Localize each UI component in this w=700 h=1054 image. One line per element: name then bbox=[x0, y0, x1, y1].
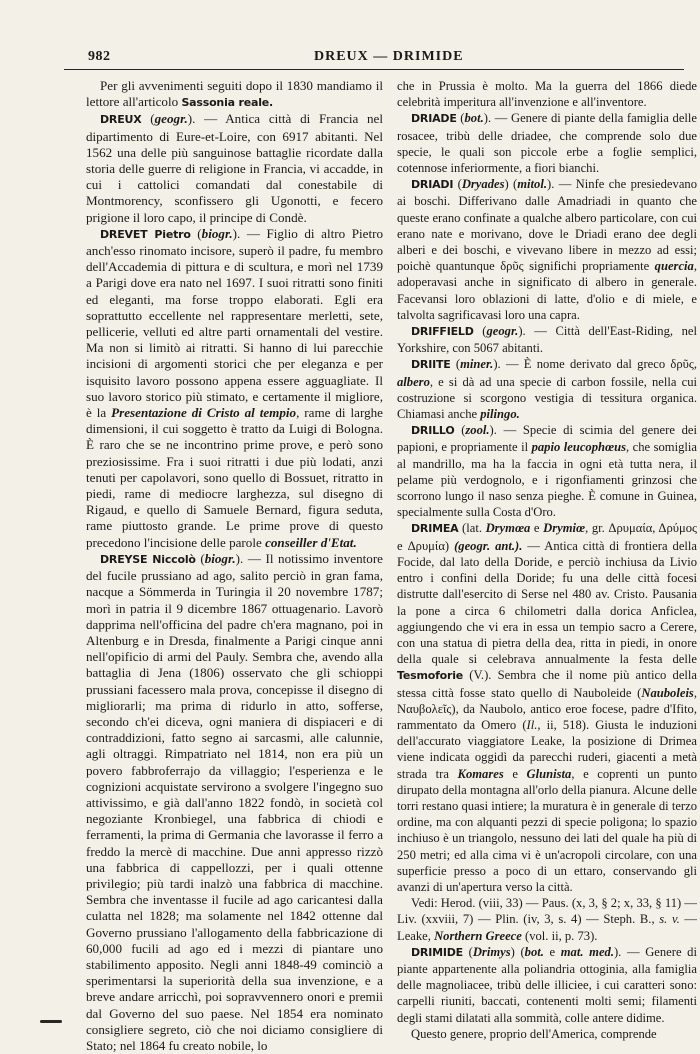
entry-continuation: Per gli avvenimenti seguiti dopo il 1830 mandiamo il lettore all'articolo Sassonia reale. bbox=[86, 78, 383, 110]
entry-drimea: DRIMEA (lat. Drymœa e Drymiœ, gr. Δρυμαία, Δρύμος e Δρυμία) (geogr. ant.). — Antica città di frontiera della Focide, dal lato della Doride, e perciò inchiusa da Livio entro i confini della Doride; fu una delle città focesi distrutte dall'esercito di Serse nel 480 av. Cristo. Pausania la pone a circa 6 chilometri dalla dorica Anficlea, aggiungendo che vi era in essa un tempio sacro a Cerere, con una statua di pietra della dea, ritta in piedi, in onore della quale si celebrava annualmente la festa delle Tesmoforie (V.). Sembra che il nome più antico della stessa città fosse stato quello di Nauboleide (Nauboleis, Ναυβολεῖς), da Naubolo, antico eroe focese, padre d'Ifito, rammentato da Omero (Il., ii, 518). Giusta le induzioni dell'accurato viaggiatore Leake, la posizione di Drimea viene indicata oggidì da parecchi ruderi, giacenti a metà strada tra Komares e Glunista, e coprenti un punto dirupato della montagna all'orlo della pianura. Alcune delle torri restano quasi intiere; la muratura è in generale di terzo ordine, ma con alquanti pezzi di specie poligona; lo spazio inchiuso è un triangolo, nessuno dei lati del quale ha più di 250 metri; ed alla cima vi è un'acropoli circolare, con una superficie presso a poco di un ettaro, conservando gli avanzi di un'apertura verso la città. bbox=[397, 521, 697, 894]
running-title: DREUX — DRIMIDE bbox=[314, 49, 464, 64]
headword: DREUX bbox=[100, 113, 142, 127]
entry-continuation: che in Prussia è molto. Ma la guerra del 1866 diede celebrità imperitura all'invenzione e all'inventore. bbox=[397, 79, 697, 110]
entry-drillo: DRILLO (zool.). — Specie di scimia del genere dei papioni, e propriamente il papio leucophœus, che somiglia al mandrillo, ma ha la faccia in ogni età tutta nera, il pelame più verdognolo, e i rigonfiamenti grinzosi che scorrono lungo il naso senza pieghe. È comune in Guinea, specialmente sulla Costa d'Oro. bbox=[397, 423, 698, 520]
headword: DRIFFIELD bbox=[411, 325, 474, 339]
entry-continuation-next: Questo genere, proprio dell'America, comprende bbox=[411, 1026, 657, 1041]
cross-reference: Sassonia reale. bbox=[181, 96, 274, 110]
headword: DREYSE Niccolò bbox=[100, 552, 196, 566]
headword: DRIMIDE bbox=[411, 945, 463, 959]
entry-drevet: DREVET Pietro (biogr.). — Figlio di altro Pietro anch'esso rinomato incisore, superò il padre, fu membro dell'Accademia di pittura e di scultura, e morì nel 1739 a Parigi dove era nato nel 1697. I suoi ritratti sono finiti ed eleganti, ma forse troppo elaborati. Egli era soprattutto eccellente nel rappresentare merletti, sete, pellicerie, velluti ed altre parti ornamentali del vestire. Ma non si limitò ai ritratti. Si hanno di lui parecchie incisioni di argomenti storici che per eleganza e per isquisito lavoro possono appena essere agguagliate. Il suo lavoro storico più stimato, e certamente il migliore, è la Presentazione di Cristo al tempio, rame di larghe dimensioni, il cui soggetto è tratto da Luigi di Bologna. È raro che se ne incontrino prime prove, e però sono preziosissime. Fra i suoi ritratti i due più lodati, anzi tenuti per capolavori, sono quello di Bossuet, ritratto in piedi, rame di mediocre larghezza, sul disegno di Rigaud, e quello di Samuele Bernard, figura seduta, rame piuttosto grande. Le prime prove di questo precedono l'incisione delle parole conseiller d'Etat. bbox=[86, 225, 383, 550]
left-column bbox=[86, 78, 383, 1054]
entry-driite: DRIITE (miner.). — È nome derivato dal greco δρῦς, albero, e si dà ad una specie di carbon fossile, nella cui costruzione si scorgono vestigia di tessitura organica. Chiamasi anche pilingo. bbox=[397, 357, 698, 422]
page-header bbox=[64, 47, 684, 70]
entry-dreyse: DREYSE Niccolò (biogr.). — Il notissimo inventore del fucile prussiano ad ago, salito perciò in gran fama, nacque a Sömmerda in Turingia il 20 novembre 1787; morì in patria il 9 dicembre 1867 ottuagenario. Lavorò dapprima nell'officina del padre ch'era magnano, poi in Altenburg e in Dresda, finalmente a Parigi cinque anni nell'opificio di armi del Pauly. Sembra che, avendo alla battaglia di Jena (1806) osservato che gli schioppi prussiani facessero mala prova, concepisse il disegno di migliorarli; ma prima di ridurlo in atto, sofferse, secondo ch'ei diceva, ogni maniera di dispiaceri e di contraddizioni, fatto segno ai sarcasmi, alle calunnie, agli oltraggi. Rimpatriato nel 1814, non era più un povero fabbroferrajo da villaggio; l'esperienza e le cognizioni acquistate servirono a svolgere l'ingegno suo attivissimo, e già dall'anno 1822 fondò, in società col negoziante Kronbiegel, una fabbrica di chiodi e ferramenti, la prima di Germania che lavorasse il ferro a freddo la mercè di macchine. Due anni appresso rizzò una fabbrica di cappellozzi, per i quali ottenne privilegio; più tardi inalzò una fabbrica di macchine. Sembra che inventasse il fucile ad ago caricantesi dalla culatta nel 1828; ma solamente nel 1842 ottenne dal Governo prussiano l'allogamento della fabbricazione di 60,000 fucili ad ago ed i mezzi di piantare uno stabilimento apposito. Negli anni 1848-49 cominciò a sperimentarsi la superiorità della sua invenzione, e a breve andare arricchì, poi sopravvennero onori e premii dal Governo del suo paese. Nel 1854 era nominato consigliere segreto, ciò che noi diciamo consigliere di Stato; nel 1864 fu creato nobile, lo bbox=[86, 550, 383, 1053]
headword: DRIITE bbox=[411, 358, 451, 372]
page-edge-mark bbox=[40, 1020, 62, 1023]
entry-driade: DRIADE (bot.). — Genere di piante della famiglia delle rosacee, tribù delle driadee, che comprende solo due specie, le quali son piccole erbe a foglie semplici, cotennose inferiormente, a fiori bianchi. bbox=[397, 111, 698, 176]
entry-dreux: DREUX (geogr.). — Antica città di Francia nel dipartimento di Eure-et-Loire, con 6917 abitanti. Nel 1562 una delle più sanguinose battaglie ricordate dalla storia delle guerre di religione in Francia, vi accadde, in cui i cattolici comandati dal conestabile di Montmorency, sconfissero gli Ugonotti, e fecero prigione il loro capo, il principe di Condè. bbox=[86, 111, 383, 225]
entry-driadi: DRIADI (Dryades) (mitol.). — Ninfe che presiedevano ai boschi. Differivano dalle Amadriadi in quanto che queste erano confinate a qualche albero particolare, con cui erano nate e morivano, dove le Driadi erano dee degli alberi e dei boschi, e vivevano libere in mezzo ad essi; poichè quantunque δρῦς significhi propriamente quercia, adoperavasi anche in significato di albero in generale. Facevansi loro oblazioni di latte, d'olio e di miele, e talvolta sagrificavasi loro una capra. bbox=[397, 177, 698, 322]
headword: DRIADE bbox=[411, 112, 457, 126]
entry-references: Vedi: Herod. (viii, 33) — Paus. (x, 3, § 2; x, 33, § 11) — Liv. (xxviii, 7) — Plin. (iv, 3, s. 4) — Steph. B., s. v. — Leake, Northern Greece (vol. ii, p. 73). bbox=[397, 896, 697, 943]
headword: DRILLO bbox=[411, 424, 455, 438]
headword: DRIADI bbox=[411, 178, 454, 192]
page-number: 982 bbox=[88, 49, 111, 64]
right-column bbox=[397, 78, 697, 1042]
entry-driffield: DRIFFIELD (geogr.). — Città dell'East-Riding, nel Yorkshire, con 5067 abitanti. bbox=[397, 324, 697, 356]
headword: DREVET Pietro bbox=[100, 227, 191, 241]
entry-drimide: DRIMIDE (Drimys) (bot. e mat. med.). — Genere di piante appartenente alla poliandria ottoginia, alla famiglia delle magnoliacee, tribù delle illiciee, i cui caratteri sono: carpelli riuniti, baccati, contenenti molti semi; filamenti degli stami dilatati alla sommità, colle antere didime. bbox=[397, 944, 697, 1025]
headword: DRIMEA bbox=[411, 522, 459, 536]
